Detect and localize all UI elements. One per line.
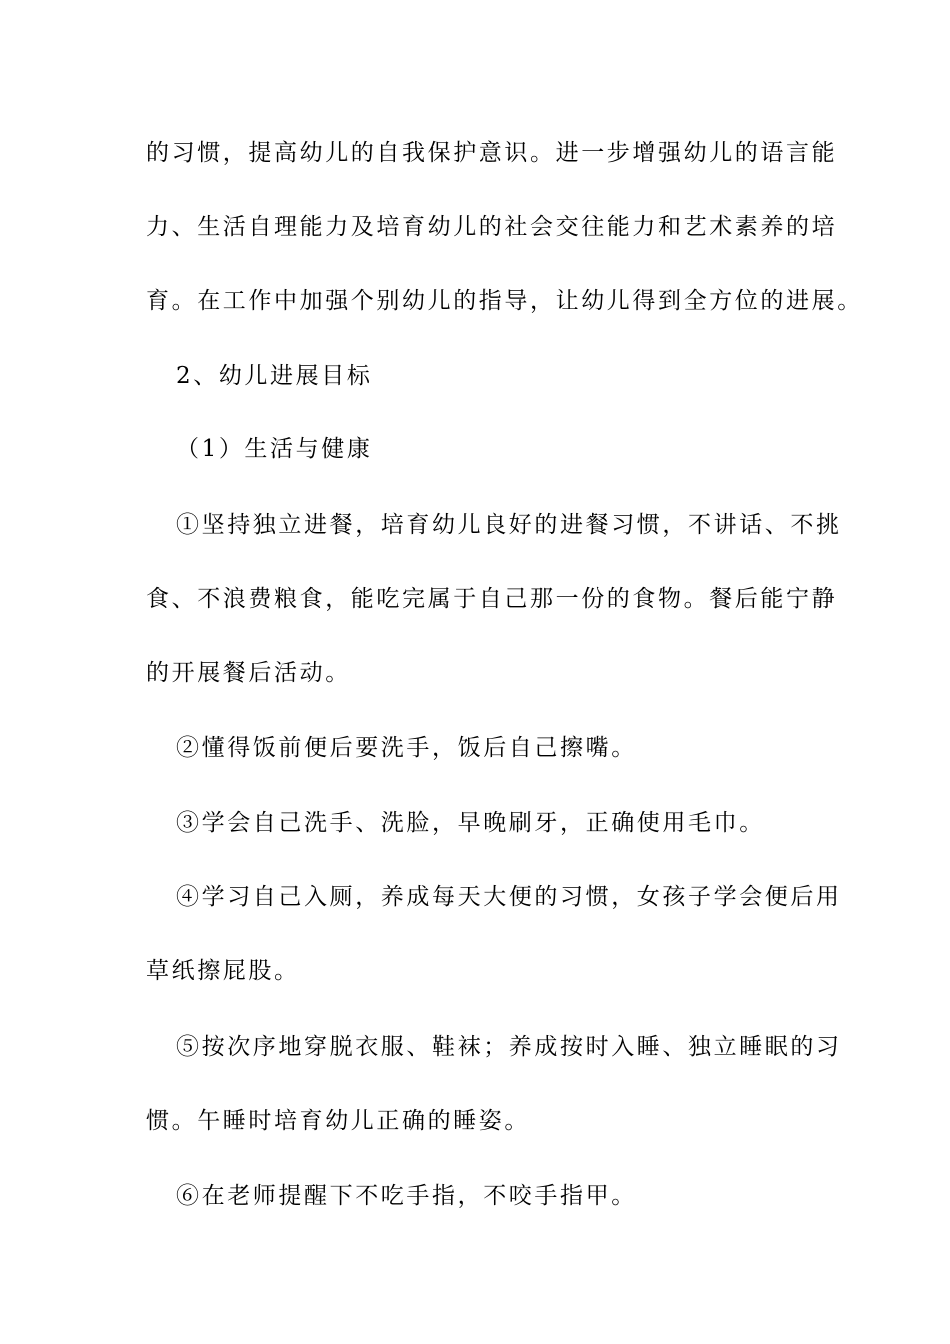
subsection-heading: （1）生活与健康 xyxy=(176,436,373,462)
section-heading: 2、幼儿进展目标 xyxy=(176,363,373,389)
paragraph-line: 育。在工作中加强个别幼儿的指导，让幼儿得到全方位的进展。 xyxy=(146,288,863,314)
list-item-line: 的开展餐后活动。 xyxy=(146,660,351,686)
paragraph-line: 的习惯，提高幼儿的自我保护意识。进一步增强幼儿的语言能 xyxy=(146,140,838,166)
list-item-line: 草纸擦屁股。 xyxy=(146,958,300,984)
list-item-line: 食、不浪费粮食，能吃完属于自己那一份的食物。餐后能宁静 xyxy=(146,586,838,612)
list-item-line: ⑤按次序地穿脱衣服、鞋袜；养成按时入睡、独立睡眠的习 xyxy=(176,1034,842,1060)
paragraph-line: 力、生活自理能力及培育幼儿的社会交往能力和艺术素养的培 xyxy=(146,214,838,240)
list-item-line: ④学习自己入厕，养成每天大便的习惯，女孩子学会便后用 xyxy=(176,884,842,910)
list-item: ⑥在老师提醒下不吃手指，不咬手指甲。 xyxy=(176,1183,637,1209)
list-item-line: 惯。午睡时培育幼儿正确的睡姿。 xyxy=(146,1108,530,1134)
list-item-line: ①坚持独立进餐，培育幼儿良好的进餐习惯，不讲话、不挑 xyxy=(176,512,842,538)
list-item: ③学会自己洗手、洗脸，早晚刷牙，正确使用毛巾。 xyxy=(176,810,765,836)
list-item: ②懂得饭前便后要洗手，饭后自己擦嘴。 xyxy=(176,735,637,761)
